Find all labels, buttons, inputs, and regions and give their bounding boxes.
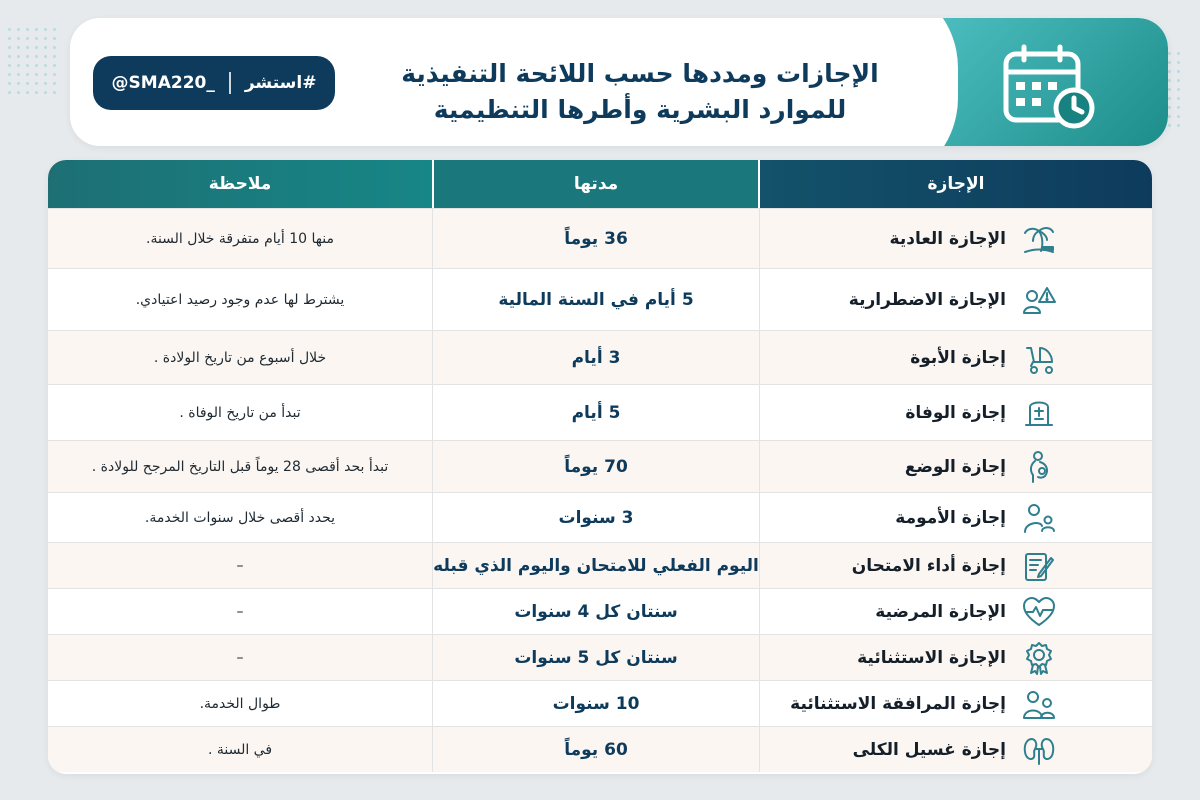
leave-type-label: إجازة الأبوة: [910, 347, 1006, 368]
table-row: [48, 542, 1152, 588]
companion-icon: [1018, 685, 1060, 723]
type-cell: [760, 589, 1152, 634]
duration-cell: 10 سنوات: [432, 681, 760, 726]
note-cell: تبدأ من تاريخ الوفاة .: [179, 404, 301, 421]
note-cell: في السنة .: [207, 741, 273, 758]
duration-cell: 70 يوماً: [432, 441, 760, 492]
tombstone-icon: [1018, 394, 1060, 432]
type-cell: [760, 493, 1152, 542]
duration-cell: 3 سنوات: [432, 493, 760, 542]
calendar-clock-icon: [1002, 44, 1098, 130]
note-cell: –: [236, 557, 244, 574]
type-cell: [760, 209, 1152, 268]
leave-type-label: إجازة المرافقة الاستثنائية: [790, 693, 1006, 714]
handle-divider: [229, 72, 231, 94]
type-cell: [760, 727, 1152, 772]
type-cell: [760, 385, 1152, 440]
title-line-2: للموارد البشرية وأطرها التنظيمية: [433, 95, 847, 124]
table-row: [48, 726, 1152, 772]
heartbeat-icon: [1018, 593, 1060, 631]
duration-cell: 36 يوماً: [432, 209, 760, 268]
duration-cell: سنتان كل 5 سنوات: [432, 635, 760, 680]
type-cell: [760, 681, 1152, 726]
page-title: [380, 56, 900, 128]
type-cell: [760, 269, 1152, 330]
duration-cell: 5 أيام في السنة المالية: [432, 269, 760, 330]
type-cell: [760, 635, 1152, 680]
duration-cell: سنتان كل 4 سنوات: [432, 589, 760, 634]
column-header-duration: مدتها: [432, 160, 760, 208]
note-cell: خلال أسبوع من تاريخ الولادة .: [153, 349, 327, 366]
award-badge-icon: [1018, 639, 1060, 677]
type-cell: [760, 441, 1152, 492]
table-row: [48, 330, 1152, 384]
note-cell: –: [236, 603, 244, 620]
duration-cell: 3 أيام: [432, 331, 760, 384]
kidneys-icon: [1018, 731, 1060, 769]
note-cell: –: [236, 649, 244, 666]
palm-beach-icon: [1018, 220, 1060, 258]
leave-type-label: الإجازة المرضية: [875, 601, 1006, 622]
column-header-note: ملاحظة: [48, 160, 432, 208]
table-row: [48, 384, 1152, 440]
note-cell: منها 10 أيام متفرقة خلال السنة.: [146, 230, 334, 247]
leave-type-label: إجازة أداء الامتحان: [851, 555, 1006, 576]
leave-table: [48, 160, 1152, 774]
baby-stroller-icon: [1018, 339, 1060, 377]
table-row: [48, 208, 1152, 268]
leave-type-label: الإجازة العادية: [889, 228, 1006, 249]
table-row: [48, 634, 1152, 680]
note-cell: يشترط لها عدم وجود رصيد اعتيادي.: [135, 291, 345, 308]
table-header: [48, 160, 1152, 208]
title-line-1: الإجازات ومددها حسب اللائحة التنفيذية: [401, 59, 879, 88]
table-row: [48, 680, 1152, 726]
table-row: [48, 268, 1152, 330]
leave-type-label: إجازة الوفاة: [905, 402, 1006, 423]
note-cell: يحدد أقصى خلال سنوات الخدمة.: [144, 509, 336, 526]
leave-type-label: إجازة غسيل الكلى: [852, 739, 1006, 760]
leave-type-label: الإجازة الاستثنائية: [857, 647, 1006, 668]
table-row: [48, 588, 1152, 634]
handle-label: @SMA220_: [111, 73, 215, 93]
duration-cell: اليوم الفعلي للامتحان واليوم الذي قبله: [432, 543, 760, 588]
note-cell: طوال الخدمة.: [199, 695, 281, 712]
mother-child-icon: [1018, 499, 1060, 537]
type-cell: [760, 543, 1152, 588]
duration-cell: 5 أيام: [432, 385, 760, 440]
hashtag-label: #استشر: [244, 73, 317, 93]
header-card: [70, 18, 1168, 146]
duration-cell: 60 يوماً: [432, 727, 760, 772]
type-cell: [760, 331, 1152, 384]
pregnant-icon: [1018, 448, 1060, 486]
note-cell: تبدأ بحد أقصى 28 يوماً قبل التاريخ المرجح للولادة .: [91, 458, 389, 475]
leave-type-label: إجازة الوضع: [904, 456, 1006, 477]
person-warning-icon: [1018, 281, 1060, 319]
exam-pencil-icon: [1018, 547, 1060, 585]
table-row: [48, 440, 1152, 492]
handle-pill: [93, 56, 335, 110]
decorative-dots-left: [8, 28, 68, 108]
leave-type-label: إجازة الأمومة: [895, 507, 1006, 528]
leave-type-label: الإجازة الاضطرارية: [848, 289, 1006, 310]
column-header-type: الإجازة: [760, 160, 1152, 208]
table-row: [48, 492, 1152, 542]
